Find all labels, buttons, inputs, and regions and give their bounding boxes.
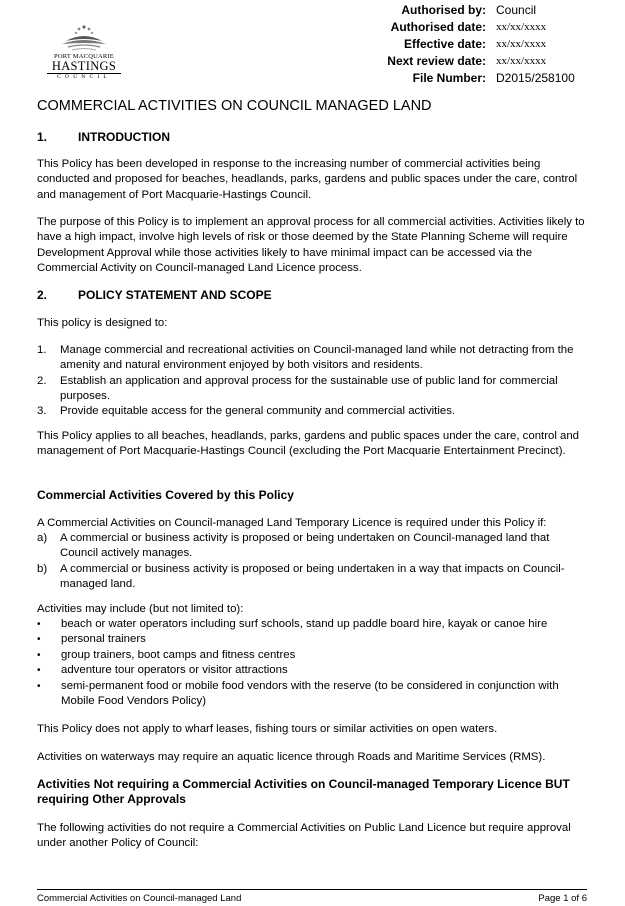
list-text: group trainers, boot camps and fitness centres [61, 648, 296, 661]
policy-objectives-list [37, 343, 587, 419]
section-title: INTRODUCTION [78, 130, 170, 144]
list-marker: 3. [37, 405, 47, 418]
meta-row-next-review-date [330, 53, 600, 70]
council-logo [44, 22, 124, 81]
logo-line-2: HASTINGS [51, 59, 117, 73]
list-item [37, 404, 587, 419]
page-footer [37, 893, 587, 904]
meta-row-authorised-by [330, 2, 600, 19]
bullet: • [37, 634, 41, 646]
list-text: semi-permanent food or mobile food vendors with the reserve (to be considered in conjunction with Mobile Food Vendors Policy) [61, 679, 559, 708]
covered-activities-heading: Commercial Activities Covered by this Policy [37, 488, 294, 502]
meta-key: Authorised date: [390, 20, 486, 34]
logo-line-1: PORT MACQUARIE [54, 53, 114, 60]
list-item [37, 648, 587, 663]
bullet: • [37, 680, 41, 692]
list-text: adventure tour operators or visitor attractions [61, 664, 288, 677]
list-marker: a) [37, 532, 48, 544]
section-2-heading [37, 288, 272, 302]
meta-value: xx/xx/xxxx [496, 38, 547, 50]
list-text: A commercial or business activity is proposed or being undertaken on Council-managed land that Council actively manages. [60, 532, 550, 560]
list-marker: 1. [37, 344, 47, 356]
meta-value: xx/xx/xxxx [496, 21, 547, 33]
meta-key: Effective date: [403, 37, 486, 51]
logo-line-3: COUNCIL [47, 73, 121, 81]
footer-document-name: Commercial Activities on Council-managed Land [37, 893, 242, 904]
list-item [37, 632, 587, 647]
footer-page-number: Page 1 of 6 [538, 893, 587, 904]
activities-list [37, 617, 587, 709]
list-text: beach or water operators including surf schools, stand up paddle board hire, kayak or canoe hire [61, 618, 548, 630]
meta-key: Authorised by: [401, 3, 486, 17]
licence-conditions-list [37, 531, 587, 592]
bullet: • [37, 665, 41, 677]
other-approvals-heading: Activities Not requiring a Commercial Activities on Council-managed Temporary Licence BUT requiring Other Approvals [37, 777, 570, 806]
covered-intro: A Commercial Activities on Council-managed Land Temporary Licence is required under this Policy if: [37, 517, 547, 529]
list-text: Manage commercial and recreational activities on Council-managed land while not detracting from the amenity and natural environment enjoyed by both visitors and residents. [60, 344, 574, 372]
document-metadata [330, 2, 600, 87]
list-item [37, 617, 587, 632]
list-item [37, 343, 587, 374]
meta-value: xx/xx/xxxx [496, 55, 547, 67]
list-text: Provide equitable access for the general community and commercial activities. [60, 405, 456, 418]
meta-row-authorised-date [330, 19, 600, 36]
list-text: A commercial or business activity is proposed or being undertaken in a way that impacts on Council-managed land. [60, 562, 565, 590]
not-apply-paragraph: This Policy does not apply to wharf leases, fishing tours or similar activities on open waters. [37, 723, 498, 735]
waterways-paragraph: Activities on waterways may require an aquatic licence through Roads and Maritime Services (RMS). [37, 751, 546, 763]
other-approvals-paragraph: The following activities do not require a Commercial Activities on Public Land Licence but require approval under another Policy of Council: [37, 822, 571, 850]
scope-intro: This policy is designed to: [37, 317, 168, 329]
bullet: • [37, 649, 41, 661]
footer-divider [37, 889, 587, 890]
activities-intro: Activities may include (but not limited to): [37, 603, 244, 615]
list-item [37, 562, 587, 593]
section-1-heading [37, 130, 170, 144]
list-item [37, 531, 587, 562]
bullet: • [37, 619, 41, 630]
list-item [37, 663, 587, 678]
list-item [37, 679, 587, 710]
list-text: Establish an application and approval process for the sustainable use of public land for commercial purposes. [60, 374, 558, 402]
list-marker: 2. [37, 374, 47, 387]
list-text: personal trainers [61, 633, 146, 646]
meta-key: File Number: [412, 71, 486, 85]
document-title: COMMERCIAL ACTIVITIES ON COUNCIL MANAGED LAND [37, 98, 432, 114]
section-number: 2. [37, 288, 48, 302]
applies-paragraph: This Policy applies to all beaches, headlands, parks, gardens and public spaces under the care, control and management of Port Macquarie-Hastings Council (excluding the Port Macquarie Entertainment Precinct). [37, 430, 580, 458]
meta-value: D2015/258100 [496, 71, 575, 85]
meta-key: Next review date: [387, 54, 486, 68]
intro-paragraph-2: The purpose of this Policy is to implement an approval process for all commercial activities. Activities likely to have a high impact, involve high levels of risk or those deemed by the State Planning Scheme will require Development Approval while those activities likely to have minimal impact can be accessed via the Commercial Activity on Council-managed Land Licence process. [37, 216, 585, 274]
council-logo-icon [54, 22, 114, 52]
list-item [37, 374, 587, 405]
list-marker: b) [37, 562, 48, 575]
section-title: POLICY STATEMENT AND SCOPE [78, 288, 272, 302]
meta-value: Council [496, 3, 537, 17]
meta-row-file-number [330, 70, 600, 87]
intro-paragraph-1: This Policy has been developed in response to the increasing number of commercial activities being conducted and proposed for beaches, headlands, parks, gardens and public spaces under the care, control and management of Port Macquarie-Hastings Council. [37, 158, 578, 201]
section-number: 1. [37, 130, 48, 144]
meta-row-effective-date [330, 36, 600, 53]
